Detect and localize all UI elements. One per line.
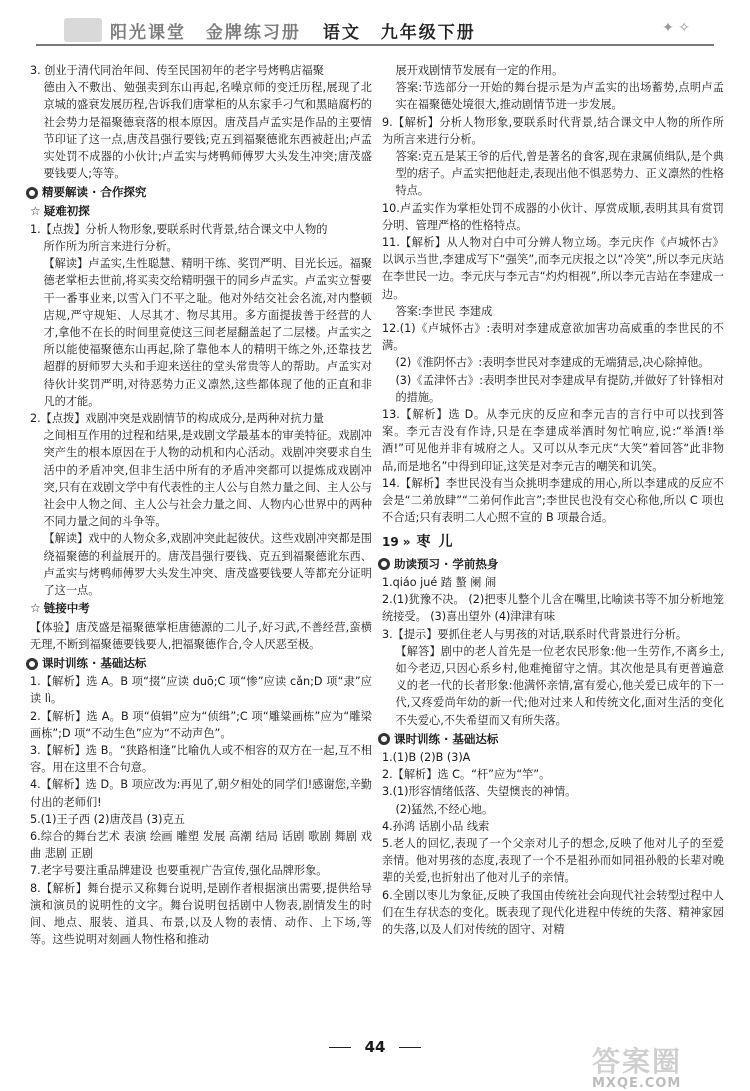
header-rule bbox=[36, 44, 714, 46]
section-title: 课时训练 · 基础达标 bbox=[394, 731, 499, 746]
exercise-11: 11.【解析】从人物对白中可分辨人物立场。李元庆作《卢城怀古》以讽示当世,李建成写下“强笑”,而李元庆报之以“冷笑”,所以李元庆站在李世民一边。李元庆与李元吉“灼灼相视”,所以李元吉站在李建成一边。 bbox=[382, 236, 724, 301]
answer-2-detail: 之间相互作用的过程和结果,是戏剧文学最基本的审美特征。戏剧冲突产生的根本原因在于人物的动机和内心活动。戏剧冲突要求自生活中的矛盾冲突,但非生活中所有的矛盾冲突都可以提炼成戏剧冲突,只有在戏剧文学中有代表性的主人公与自然力量之间、主人公与社会中人物之间、主人公与社会力量之间、人物内心世界中的两种不同力量之间的斗争等。 bbox=[43, 429, 372, 529]
exercise-8-cont: 展开戏剧情节发展有一定的作用。 bbox=[395, 64, 564, 77]
answer-1-detail: 【解读】卢孟实,生性聪慧、精明干练、奖罚严明、目光长远。福聚德老掌柜去世前,将买卖交给精明强干的同乡卢孟实。卢孟实立誓要干一番事业来,以雪入门不平之耻。他对外结交社会名流,对内整顿店规,严守规矩、人尽其才、物尽其用。多方面提拔善于经营的人才,拿他不在长的时间里竟使这三间老屋翻盖起了二层楼。卢孟实之所以能使福聚德东山再起,除了靠他本人的精明干练之外,还靠技艺超群的厨师罗大头和手迎来送往的堂头常贵等人的帮助。卢孟实对待伙计奖罚严明,对待恶势力正义凛然,这些都体现了他的正直和非凡的才能。 bbox=[43, 257, 372, 408]
answer-2-line1: 2.【点拨】戏剧冲突是戏剧情节的构成成分,是两种对抗力量 bbox=[30, 412, 324, 426]
right-column bbox=[382, 62, 724, 938]
drill-1: 1.(1)B (2)B (3)A bbox=[382, 750, 471, 764]
exercise-12-3: (3)《孟津怀古》:表明李世民对李建成早有提防,并做好了针锋相对的措施。 bbox=[395, 373, 724, 404]
section-bullet-icon bbox=[26, 658, 38, 670]
drill-4: 4.孙鸿 话剧小品 线索 bbox=[382, 819, 490, 833]
exercise-11-answer: 答案:李世民 李建成 bbox=[395, 304, 493, 318]
subsection-title: 疑难初探 bbox=[43, 203, 90, 218]
answer-1-line1: 1.【点拨】分析人物形象,要联系时代背景,结合课文中人物的 bbox=[30, 222, 328, 236]
drill-3-1: 3.(1)形容情绪低落、失望懊丧的神情。 bbox=[382, 785, 577, 799]
section-heading bbox=[26, 655, 372, 672]
page-number-text: 44 bbox=[364, 1038, 386, 1056]
section-bullet-icon bbox=[378, 558, 390, 570]
section-title: 助读预习 · 学前热身 bbox=[394, 556, 499, 571]
watermark-en: MXQE.COM bbox=[592, 1076, 682, 1091]
q3-line1: 3. 创业于清代同治年间、传至民国初年的老字号烤鸭店福聚 bbox=[30, 64, 324, 77]
section-heading bbox=[378, 556, 724, 573]
series-name: 金牌练习册 bbox=[205, 23, 301, 43]
grade-name: 九年级下册 bbox=[380, 23, 476, 43]
left-column bbox=[30, 62, 372, 948]
section-bullet-icon bbox=[26, 187, 38, 199]
exercise-4: 4.【解析】选 D。B 项应改为:再见了,朝夕相处的同学们!感谢您,辛勤付出的老师们! bbox=[30, 778, 372, 809]
section-title: 精要解读 · 合作探究 bbox=[42, 185, 147, 200]
drill-3-2: (2)猛然,不经心地。 bbox=[395, 802, 494, 816]
exercise-12-2: (2)《淮阴怀古》:表明李世民对李建成的无端猜忌,决心除掉他。 bbox=[395, 356, 710, 370]
exercise-9: 9.【解析】分析人物形象,要联系时代背景,结合课文中人物的所作所为所言来进行分析。 bbox=[382, 115, 724, 146]
section-heading bbox=[26, 184, 372, 201]
page-dash-left bbox=[329, 1047, 351, 1048]
exercise-7: 7.老字号要注重品牌建设 也要重视广告宣传,强化品牌形象。 bbox=[30, 864, 328, 878]
answer-2-detail2: 【解读】戏中的人物众多,戏剧冲突此起彼伏。这些戏剧冲突都是围绕福聚德的利益展开的。唐茂昌强行要钱、克五到福聚德讹东西、卢孟实与烤鸭师傅罗大头发生冲突、唐茂盛要钱要人等都充分证明了这一点。 bbox=[43, 532, 372, 598]
chevron-right-icon: » bbox=[402, 535, 411, 550]
preview-3-detail: 【解答】剧中的老人首先是一位老农民形象:他一生劳作,不离乡土,如今老迈,只因心系乡村,他难掩留守之情。其次他是具有更普遍意义的老一代的长者形象:他满怀亲情,富有爱心,他关爱已成年的下一代,又疼爱尚年幼的新一代;他对过来人和传统文化,面对生活的变化不失爱心,不失希望而又有所失落。 bbox=[395, 644, 724, 727]
subsection-heading bbox=[30, 203, 372, 220]
exercise-6: 6.综合的舞台艺术 表演 绘画 雕塑 发展 高潮 结局 话剧 歌剧 舞剧 戏曲 悲剧 正剧 bbox=[30, 829, 372, 861]
watermark-cn: 答案圈 bbox=[592, 1045, 683, 1078]
exercise-8-answer: 答案:节选部分一开始的舞台提示是为卢孟实的出场蓄势,点明卢孟实在福聚德处境很大,推动剧情节进一步发展。 bbox=[395, 81, 724, 112]
subject-name: 语文 bbox=[322, 23, 361, 43]
drill-5: 5.老人的回忆,表现了一个父亲对儿子的想念,反映了他对儿子的至爱亲情。他对男孩的态度,表现了一个不是祖孙而如同祖孙般的长辈对晚辈的关爱,也折射出了他对儿子的亲情。 bbox=[382, 836, 724, 885]
exercise-12-1: 12.(1)《卢城怀古》:表明对李建成意欲加害功高威重的李世民的不满。 bbox=[382, 322, 724, 353]
exercise-10: 10.卢孟实作为掌柜处罚不成器的小伙计、厚赏成顺,表明其具有赏罚分明、管理严格的性格特点。 bbox=[382, 201, 724, 232]
preview-1: 1.qiáo jué 踏 螯 阑 闹 bbox=[382, 575, 497, 589]
q3-body: 德由入不敷出、勉强卖到东山再起,名噪京师的变迁历程,展现了北京城的盛衰发展历程,告诉我们唐掌柜的从东家手刁气和黑暗腐朽的社会势力是福聚德衰落的根本原因。唐茂昌卢孟实是作品的主要情节印证了这一点,唐茂昌强行要钱;克五到福聚德讹东西被赶出;卢孟实处罚不成器的小伙计;卢孟实与烤鸭师傅罗大头发生冲突;唐茂盛要钱要人;等等。 bbox=[43, 81, 372, 181]
section-title: 课时训练 · 基础达标 bbox=[42, 655, 147, 670]
preview-2: 2.(1)犹豫不决。 (2)把枣儿整个儿含在嘴里,比喻读书等不加分析地笼统接受。 (3)喜出望外 (4)津津有味 bbox=[382, 593, 724, 624]
drill-6: 6.全剧以枣儿为象征,反映了我国由传统社会向现代社会转型过程中人们在生存状态的变化。既表现了现代化进程中传统的失落、精神家园的失落,以及人们对传统的固守、对精 bbox=[382, 888, 724, 936]
exercise-5: 5.(1)王子西 (2)唐茂昌 (3)克五 bbox=[30, 812, 185, 826]
header-title bbox=[110, 18, 476, 43]
lesson-title bbox=[382, 534, 724, 551]
section-heading bbox=[378, 731, 724, 748]
answer-1-line2: 所作所为所言来进行分析。 bbox=[43, 240, 178, 254]
drill-2: 2.【解析】选 C。“杆”应为“竿”。 bbox=[382, 768, 551, 782]
star-icon: ☆ bbox=[30, 601, 41, 616]
star-icon: ☆ bbox=[30, 203, 41, 218]
lesson-name: 枣儿 bbox=[416, 534, 461, 551]
page-header bbox=[0, 0, 750, 56]
preview-3: 3.【提示】要抓住老人与男孩的对话,联系时代背景进行分析。 bbox=[382, 627, 688, 641]
exercise-3: 3.【解析】选 B。“狭路相逢”比喻仇人或不相容的双方在一起,互不相容。用在这里不合句意。 bbox=[30, 743, 372, 775]
exercise-13: 13.【解析】选 D。从李元庆的反应和李元吉的言行中可以找到答案。李元吉没有作诗,只是在李建成举酒时匆忙响应,说:“举酒!举酒!”可见他并非有城府之人。又可以从李元庆“大笑”着回答“此非物品,而是地名”中得到印证,这笑是对李元吉的嘲笑和讥笑。 bbox=[382, 408, 724, 473]
exercise-8: 8.【解析】舞台提示又称舞台说明,是剧作者根据演出需要,提供给导演和演员的说明性的文字。舞台说明包括剧中人物表,剧情发生的时间、地点、服装、道具、布景,以及人物的表情、动作、上下场,等等。这些说明对刻画人物性格和推动 bbox=[30, 881, 372, 947]
subsection-title: 链接中考 bbox=[43, 601, 90, 616]
lesson-number: 19 bbox=[382, 535, 399, 550]
exercise-9-answer: 答案:克五是某王爷的后代,曾是著名的食客,现在隶属侦缉队,是个典型的痞子。卢孟实把他赶走,表现出他不惧恶势力、正义凛然的性格特点。 bbox=[395, 150, 724, 198]
subsection-heading bbox=[30, 600, 372, 617]
exercise-14: 14.【解析】李世民没有当众挑明李建成的用心,所以李建成的反应不会是“二弟放肆”“二弟何作此言”;李世民也没有交心称他,所以 C 项也不合适;只有表明二人心照不宣的 B 项最合适。 bbox=[382, 476, 724, 525]
logo-icon bbox=[64, 18, 102, 42]
decorative-birds-icon: ✦ ✧ bbox=[662, 20, 690, 36]
experience-text: 【体验】唐茂盛是福聚德掌柜唐德源的二儿子,好习武,不善经营,蛮横无理,不断到福聚德要钱要人,把福聚德作合,令人厌恶至极。 bbox=[30, 620, 372, 651]
page-dash-right bbox=[399, 1047, 421, 1048]
section-bullet-icon bbox=[378, 733, 390, 745]
watermark bbox=[592, 1040, 732, 1091]
exercise-1: 1.【解析】选 A。B 项“掇”应读 duō;C 项“惨”应读 cǎn;D 项“隶”应读 lì。 bbox=[30, 675, 372, 706]
brand-name: 阳光课堂 bbox=[110, 23, 186, 43]
exercise-2: 2.【解析】选 A。B 项“偵辑”应为“侦缉”;C 项“雕粱画栋”应为“雕梁画栋”;D 项“不动生色”应为“不动声色”。 bbox=[30, 709, 372, 740]
